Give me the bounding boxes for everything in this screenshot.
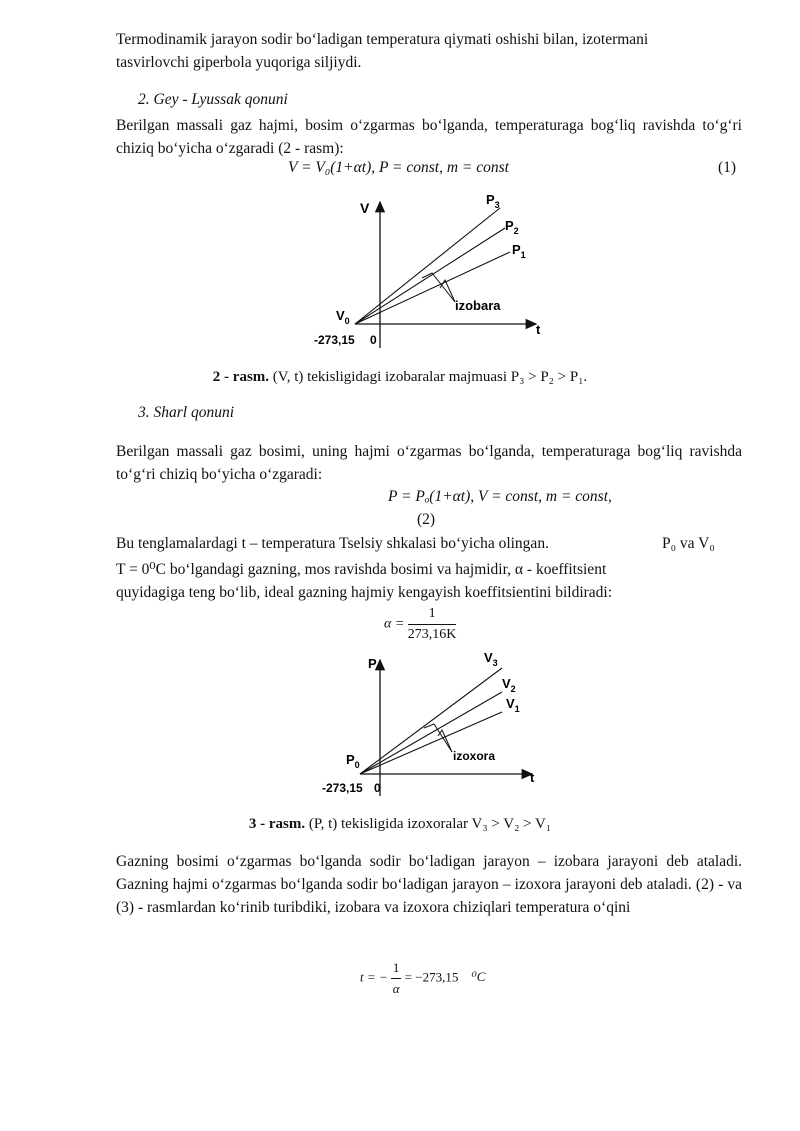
section-3-heading: 3. Sharl qonuni [138,404,235,421]
fig3-label-v2: $V_2$ [502,676,516,694]
final-formula-lhs: t = − [360,969,388,985]
conclusion-paragraph: Gazning bosimi o‘zgarmas bo‘lganda sodir bo‘ladigan jarayon – izobara jarayoni deb ataladi. Gazning hajmi o‘zgarmas bo‘lganda sodir bo‘ladigan jarayon – izoxora jarayoni deb ataladi. (2) - va (3) - rasmlardan ko‘rinib turibdiki, izobara va izoxora chiziqlari temperatura o‘qini [116,853,742,916]
gay-lussac-formula: V = V₀(1+αt), P = const, m = const [288,159,509,176]
figure-2-caption [0,369,800,386]
fig3-zero: 0 [374,781,381,795]
intro-line-1: Termodinamik jarayon sodir bo‘ladigan temperatura qiymati oshishi bilan, izotermani [116,31,649,48]
fig3-label-v1: $V_1$ [506,696,520,714]
section-2-heading: 2. Gey - Lyussak qonuni [138,91,288,108]
fig3-origin-label: $P_0$ [346,752,360,770]
fig2-label-p1: $P_1$ [512,242,526,260]
explanation-line-2: T = 0⁰C bo‘lgandagi gazning, mos ravishda bosimi va hajmidir, α - koeffitsient [116,561,607,578]
final-formula-unit: ⁰C [471,969,486,985]
figure-2-caption-text: (V, t) tekisligidagi izobaralar majmuasi P₃ > P₂ > P₁. [269,369,588,385]
fig2-axis-x-label: t [536,322,541,337]
figure-3-caption-text: (P, t) tekisligida izoxoralar V₃ > V₂ > V₁ [305,816,552,832]
fig3-neg-temp: -273,15 [322,781,363,795]
fig2-zero: 0 [370,333,377,347]
charles-formula: P = Pₒ(1+αt), V = const, m = const, [388,488,612,505]
explanation-line-1b: P₀ va V₀ [662,535,715,552]
intro-line-2: tasvirlovchi giperbola yuqoriga siljiydi. [116,54,362,71]
equation-number-1: (1) [718,159,737,176]
alpha-numerator: 1 [408,604,457,625]
final-formula-rhs: = −273,15 [404,969,459,985]
fig2-neg-temp: -273,15 [314,333,355,347]
isochore-pointer [424,724,452,752]
figure-2-isobar-diagram [300,188,560,353]
figure-3-isochore-diagram [316,648,556,798]
figure-3-caption-label: 3 - rasm. [248,816,306,832]
fig2-annotation-isobar: izobara [455,298,501,313]
fig2-origin-label: $V_0$ [336,308,350,326]
final-fraction [391,958,402,999]
figure-2-caption-label: 2 - rasm. [212,369,270,385]
fig2-axis-y-label: V [360,200,370,216]
final-denominator: α [392,981,400,996]
fig3-axis-y-label: P [368,656,377,671]
fig2-label-p2: $P_2$ [505,218,519,236]
alpha-fraction [408,604,457,645]
alpha-formula-lhs: α = [384,616,405,632]
fig3-axis-x-label: t [530,770,535,785]
fig3-annotation-isochore: izoxora [453,749,496,763]
alpha-formula [384,604,456,645]
fig3-label-v3: $V_3$ [484,650,498,668]
final-numerator: 1 [391,958,402,979]
explanation-line-3: quyidagiga teng bo‘lib, ideal gazning hajmiy kengayish koeffitsientini bildiradi: [116,584,613,601]
fig2-label-p3: $P_3$ [486,192,500,210]
explanation-line-1a: Bu tenglamalardagi t – temperatura Tselsiy shkalasi bo‘yicha olingan. [116,535,549,552]
figure-3-caption [0,816,800,833]
section-2-paragraph: Berilgan massali gaz hajmi, bosim o‘zgarmas bo‘lganda, temperaturaga bog‘liq ravishda to‘g‘ri chiziq bo‘yicha o‘zgaradi (2 - rasm): [116,117,742,157]
final-formula [360,958,485,999]
alpha-denominator: 273,16K [407,627,457,642]
equation-number-2: (2) [417,511,436,528]
isobar-line-p1 [355,252,510,324]
section-3-paragraph: Berilgan massali gaz bosimi, uning hajmi o‘zgarmas bo‘lganda, temperaturaga bog‘liq ravishda to‘g‘ri chiziq bo‘yicha o‘zgaradi: [116,443,742,483]
